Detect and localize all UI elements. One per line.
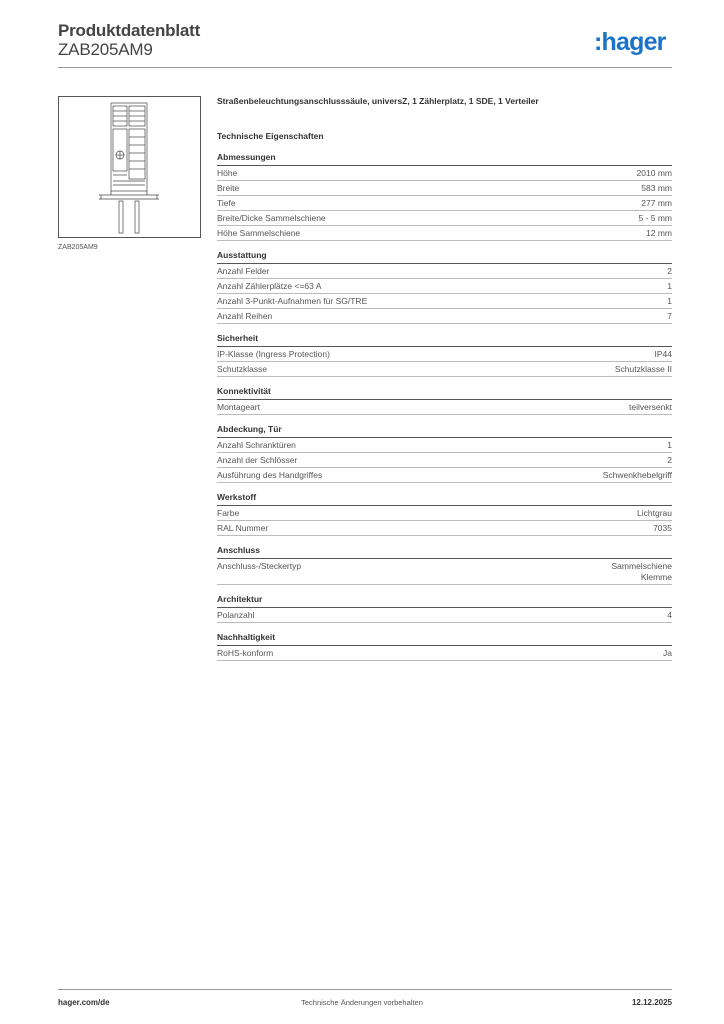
property-value: [667, 266, 672, 277]
property-row: [217, 264, 672, 279]
header-divider: [58, 67, 672, 68]
section: [217, 250, 672, 324]
property-value-line: 1: [667, 296, 672, 306]
property-row: [217, 166, 672, 181]
property-row: [217, 226, 672, 241]
property-value: [667, 296, 672, 307]
product-image: [58, 96, 201, 238]
property-row: [217, 211, 672, 226]
property-value: [637, 508, 672, 519]
property-value-line: 277 mm: [641, 198, 672, 208]
property-value: [615, 364, 672, 375]
property-value-line: 2: [667, 455, 672, 465]
property-row: [217, 309, 672, 324]
property-row: [217, 506, 672, 521]
property-label: Tiefe: [217, 198, 236, 208]
document-title: Produktdatenblatt: [58, 21, 201, 40]
property-label: Anzahl der Schlösser: [217, 455, 298, 465]
property-label: Höhe: [217, 168, 238, 178]
property-value-line: 2: [667, 266, 672, 276]
property-value: [667, 455, 672, 466]
section-title: Anschluss: [217, 545, 672, 559]
section-title: Werkstoff: [217, 492, 672, 506]
property-value-line: Ja: [663, 648, 672, 658]
property-label: Breite: [217, 183, 240, 193]
property-label: Höhe Sammelschiene: [217, 228, 301, 238]
property-value-line: 7035: [653, 523, 672, 533]
section: [217, 152, 672, 241]
property-value-line: IP44: [654, 349, 672, 359]
product-code: ZAB205AM9: [58, 40, 153, 59]
section: [217, 424, 672, 483]
property-value-line: Schutzklasse II: [614, 364, 672, 374]
property-value: [637, 168, 672, 179]
property-row: [217, 400, 672, 415]
section: [217, 545, 672, 585]
property-value: [663, 648, 672, 659]
property-row: [217, 608, 672, 623]
property-value-line: 2010 mm: [636, 168, 672, 178]
property-value: [667, 440, 672, 451]
section-title: Ausstattung: [217, 250, 672, 264]
property-value-line: 4: [667, 610, 672, 620]
property-row: [217, 181, 672, 196]
property-value-line: 12 mm: [646, 228, 672, 238]
property-value-line: Sammelschiene: [611, 561, 672, 571]
footer-website[interactable]: hager.com/de: [58, 998, 110, 1007]
property-row: [217, 559, 672, 585]
property-label: Anzahl 3-Punkt-Aufnahmen für SG/TRE: [217, 296, 368, 306]
section: [217, 632, 672, 661]
property-label: Schutzklasse: [217, 364, 268, 374]
property-row: [217, 196, 672, 211]
footer-disclaimer: Technische Änderungen vorbehalten: [301, 998, 423, 1007]
content-area: [217, 96, 672, 670]
property-label: Farbe: [217, 508, 240, 518]
property-row: [217, 294, 672, 309]
property-label: Breite/Dicke Sammelschiene: [217, 213, 326, 223]
property-row: [217, 362, 672, 377]
property-value: [638, 213, 672, 224]
properties-sections: [217, 152, 672, 661]
property-label: Anzahl Zählerplätze <=63 A: [217, 281, 322, 291]
property-value: [612, 561, 672, 583]
property-label: Montageart: [217, 402, 260, 412]
property-value: [629, 402, 672, 413]
property-value: [655, 349, 673, 360]
section-title: Nachhaltigkeit: [217, 632, 672, 646]
section: [217, 492, 672, 536]
section: [217, 594, 672, 623]
footer-divider: [58, 989, 672, 990]
property-value-line: Schwenkhebelgriff: [602, 470, 672, 480]
section-title: Abdeckung, Tür: [217, 424, 672, 438]
property-value: [603, 470, 672, 481]
property-value: [653, 523, 672, 534]
property-row: [217, 347, 672, 362]
property-value-line: 5 - 5 mm: [638, 213, 672, 223]
section-title: Konnektivität: [217, 386, 672, 400]
property-label: RAL Nummer: [217, 523, 269, 533]
property-value-line: 583 mm: [641, 183, 672, 193]
property-value: [667, 610, 672, 621]
section-title: Sicherheit: [217, 333, 672, 347]
hager-logo: :hager: [594, 28, 666, 56]
property-row: [217, 646, 672, 661]
property-value: [667, 311, 672, 322]
property-row: [217, 438, 672, 453]
section-title: Abmessungen: [217, 152, 672, 166]
property-row: [217, 468, 672, 483]
property-value-line: Lichtgrau: [637, 508, 672, 518]
property-row: [217, 453, 672, 468]
property-value-line: teilversenkt: [629, 402, 672, 412]
property-label: IP-Klasse (Ingress Protection): [217, 349, 330, 359]
property-label: Ausführung des Handgriffes: [217, 470, 323, 480]
section-title: Architektur: [217, 594, 672, 608]
property-row: [217, 279, 672, 294]
property-value: [667, 281, 672, 292]
product-drawing: [59, 97, 200, 237]
footer-date: 12.12.2025: [631, 998, 672, 1007]
property-label: Anzahl Reihen: [217, 311, 273, 321]
technical-properties-heading: Technische Eigenschaften: [217, 131, 324, 141]
property-label: Anzahl Schranktüren: [217, 440, 296, 450]
property-value: [641, 183, 672, 194]
property-value-line: 1: [667, 281, 672, 291]
image-caption: ZAB205AM9: [58, 244, 98, 251]
property-label: RoHS-konform: [217, 648, 274, 658]
product-description: Straßenbeleuchtungsanschlusssäule, universZ, 1 Zählerplatz, 1 SDE, 1 Verteiler: [217, 96, 539, 106]
property-value-line: 7: [667, 311, 672, 321]
property-label: Polanzahl: [217, 610, 255, 620]
section: [217, 386, 672, 415]
property-value: [646, 228, 672, 239]
property-value-line: Klemme: [640, 572, 672, 582]
property-value-line: 1: [667, 440, 672, 450]
property-row: [217, 521, 672, 536]
property-value: [641, 198, 672, 209]
property-label: Anzahl Felder: [217, 266, 270, 276]
section: [217, 333, 672, 377]
property-label: Anschluss-/Steckertyp: [217, 561, 302, 571]
